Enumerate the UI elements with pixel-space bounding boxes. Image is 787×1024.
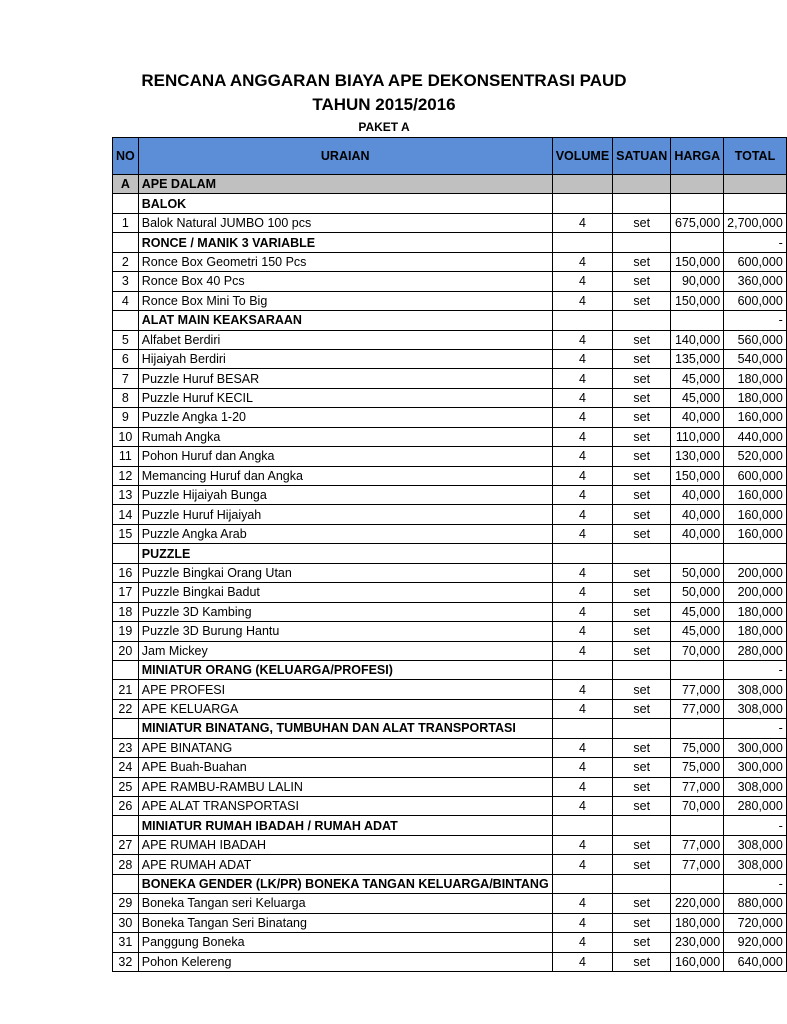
cell-harga: 180,000 — [671, 913, 724, 932]
cell-harga: 160,000 — [671, 952, 724, 971]
cell-uraian: Alfabet Berdiri — [138, 330, 552, 349]
document-title: RENCANA ANGGARAN BIAYA APE DEKONSENTRASI PAUD — [141, 71, 627, 90]
cell-no: 1 — [113, 213, 139, 232]
cell-harga: 45,000 — [671, 369, 724, 388]
cell-volume: 4 — [552, 913, 612, 932]
cell-total — [724, 194, 787, 213]
cell-volume: 4 — [552, 797, 612, 816]
cell-uraian: RONCE / MANIK 3 VARIABLE — [138, 233, 552, 252]
cell-no: 3 — [113, 272, 139, 291]
cell-harga — [671, 816, 724, 835]
cell-uraian: Puzzle Bingkai Badut — [138, 583, 552, 602]
cell-volume — [552, 233, 612, 252]
section-row — [113, 175, 787, 194]
cell-uraian: APE DALAM — [138, 175, 552, 194]
cell-uraian: Puzzle Huruf KECIL — [138, 388, 552, 407]
cell-volume: 4 — [552, 952, 612, 971]
header-volume: VOLUME — [552, 138, 612, 175]
cell-volume — [552, 311, 612, 330]
cell-total: 520,000 — [724, 447, 787, 466]
cell-volume: 4 — [552, 933, 612, 952]
cell-no: 30 — [113, 913, 139, 932]
header-no: NO — [113, 138, 139, 175]
table-row — [113, 252, 787, 271]
cell-uraian: APE RAMBU-RAMBU LALIN — [138, 777, 552, 796]
table-row — [113, 952, 787, 971]
cell-uraian: MINIATUR RUMAH IBADAH / RUMAH ADAT — [138, 816, 552, 835]
cell-uraian: BONEKA GENDER (LK/PR) BONEKA TANGAN KELUARGA/BINTANG — [138, 874, 552, 893]
cell-uraian: APE PROFESI — [138, 680, 552, 699]
cell-harga — [671, 544, 724, 563]
cell-harga: 135,000 — [671, 349, 724, 368]
cell-satuan — [613, 874, 671, 893]
cell-volume — [552, 874, 612, 893]
cell-harga: 45,000 — [671, 622, 724, 641]
cell-no: 9 — [113, 408, 139, 427]
cell-total: 640,000 — [724, 952, 787, 971]
cell-volume: 4 — [552, 602, 612, 621]
cell-satuan: set — [613, 913, 671, 932]
cell-satuan: set — [613, 933, 671, 952]
cell-uraian: APE KELUARGA — [138, 699, 552, 718]
table-row — [113, 408, 787, 427]
table-row — [113, 602, 787, 621]
cell-total — [724, 175, 787, 194]
cell-satuan: set — [613, 369, 671, 388]
cell-volume: 4 — [552, 505, 612, 524]
cell-volume: 4 — [552, 388, 612, 407]
table-row — [113, 427, 787, 446]
cell-uraian: PUZZLE — [138, 544, 552, 563]
cell-total: 308,000 — [724, 855, 787, 874]
cell-volume: 4 — [552, 213, 612, 232]
cell-harga: 140,000 — [671, 330, 724, 349]
cell-total: 160,000 — [724, 486, 787, 505]
cell-volume: 4 — [552, 777, 612, 796]
group-row — [113, 311, 787, 330]
table-row — [113, 272, 787, 291]
cell-satuan — [613, 719, 671, 738]
cell-no: 8 — [113, 388, 139, 407]
cell-no: 28 — [113, 855, 139, 874]
cell-total: 2,700,000 — [724, 213, 787, 232]
table-header-row — [113, 138, 787, 175]
cell-uraian: APE RUMAH ADAT — [138, 855, 552, 874]
cell-volume: 4 — [552, 738, 612, 757]
cell-total: 160,000 — [724, 408, 787, 427]
cell-uraian: Panggung Boneka — [138, 933, 552, 952]
header-satuan: SATUAN — [613, 138, 671, 175]
table-row — [113, 699, 787, 718]
cell-uraian: Ronce Box Geometri 150 Pcs — [138, 252, 552, 271]
cell-satuan: set — [613, 641, 671, 660]
cell-total: 280,000 — [724, 641, 787, 660]
cell-total: 180,000 — [724, 602, 787, 621]
cell-total: 180,000 — [724, 388, 787, 407]
cell-no — [113, 233, 139, 252]
group-row — [113, 660, 787, 679]
cell-uraian: APE RUMAH IBADAH — [138, 835, 552, 854]
cell-volume: 4 — [552, 758, 612, 777]
cell-harga — [671, 194, 724, 213]
cell-satuan: set — [613, 291, 671, 310]
cell-total: 308,000 — [724, 777, 787, 796]
cell-total: 720,000 — [724, 913, 787, 932]
cell-harga — [671, 719, 724, 738]
cell-total: 200,000 — [724, 563, 787, 582]
cell-volume — [552, 194, 612, 213]
cell-uraian: Boneka Tangan Seri Binatang — [138, 913, 552, 932]
cell-harga: 40,000 — [671, 524, 724, 543]
cell-harga: 130,000 — [671, 447, 724, 466]
cell-satuan: set — [613, 583, 671, 602]
group-row — [113, 544, 787, 563]
cell-satuan: set — [613, 855, 671, 874]
cell-uraian: Puzzle Angka 1-20 — [138, 408, 552, 427]
table-row — [113, 388, 787, 407]
cell-satuan: set — [613, 272, 671, 291]
cell-uraian: Boneka Tangan seri Keluarga — [138, 894, 552, 913]
cell-no: 32 — [113, 952, 139, 971]
table-row — [113, 486, 787, 505]
cell-volume: 4 — [552, 583, 612, 602]
table-row — [113, 894, 787, 913]
cell-total: 600,000 — [724, 466, 787, 485]
cell-no: 19 — [113, 622, 139, 641]
cell-satuan: set — [613, 330, 671, 349]
document-year: TAHUN 2015/2016 — [312, 95, 456, 114]
cell-volume: 4 — [552, 699, 612, 718]
cell-no: 22 — [113, 699, 139, 718]
cell-no — [113, 311, 139, 330]
cell-uraian: Puzzle Bingkai Orang Utan — [138, 563, 552, 582]
cell-total: - — [724, 816, 787, 835]
cell-total: 308,000 — [724, 680, 787, 699]
cell-harga: 77,000 — [671, 777, 724, 796]
cell-harga: 45,000 — [671, 602, 724, 621]
table-row — [113, 933, 787, 952]
cell-no: 21 — [113, 680, 139, 699]
group-row — [113, 874, 787, 893]
cell-no: 16 — [113, 563, 139, 582]
table-row — [113, 524, 787, 543]
cell-total: 180,000 — [724, 369, 787, 388]
table-row — [113, 680, 787, 699]
cell-satuan: set — [613, 466, 671, 485]
cell-total: - — [724, 311, 787, 330]
cell-no: 13 — [113, 486, 139, 505]
cell-volume: 4 — [552, 291, 612, 310]
cell-harga: 150,000 — [671, 466, 724, 485]
cell-total: 440,000 — [724, 427, 787, 446]
budget-table — [112, 137, 787, 972]
group-row — [113, 233, 787, 252]
cell-satuan: set — [613, 602, 671, 621]
cell-satuan — [613, 233, 671, 252]
table-row — [113, 777, 787, 796]
cell-uraian: APE Buah-Buahan — [138, 758, 552, 777]
cell-no: 2 — [113, 252, 139, 271]
cell-satuan: set — [613, 388, 671, 407]
cell-no — [113, 544, 139, 563]
cell-satuan: set — [613, 758, 671, 777]
cell-volume — [552, 175, 612, 194]
cell-volume: 4 — [552, 641, 612, 660]
cell-uraian: MINIATUR BINATANG, TUMBUHAN DAN ALAT TRANSPORTASI — [138, 719, 552, 738]
cell-harga: 75,000 — [671, 758, 724, 777]
cell-no: 7 — [113, 369, 139, 388]
cell-uraian: MINIATUR ORANG (KELUARGA/PROFESI) — [138, 660, 552, 679]
cell-satuan: set — [613, 952, 671, 971]
cell-satuan — [613, 660, 671, 679]
cell-satuan: set — [613, 408, 671, 427]
cell-no: 4 — [113, 291, 139, 310]
cell-volume — [552, 544, 612, 563]
cell-uraian: ALAT MAIN KEAKSARAAN — [138, 311, 552, 330]
cell-satuan: set — [613, 524, 671, 543]
cell-no: 17 — [113, 583, 139, 602]
cell-satuan — [613, 194, 671, 213]
cell-uraian: Puzzle Huruf Hijaiyah — [138, 505, 552, 524]
table-row — [113, 855, 787, 874]
table-row — [113, 913, 787, 932]
table-row — [113, 583, 787, 602]
cell-harga — [671, 311, 724, 330]
cell-no: 12 — [113, 466, 139, 485]
cell-no: 20 — [113, 641, 139, 660]
cell-volume: 4 — [552, 369, 612, 388]
table-row — [113, 563, 787, 582]
cell-volume: 4 — [552, 524, 612, 543]
cell-satuan: set — [613, 349, 671, 368]
cell-no — [113, 194, 139, 213]
cell-total: 180,000 — [724, 622, 787, 641]
table-row — [113, 349, 787, 368]
cell-satuan — [613, 816, 671, 835]
cell-satuan: set — [613, 797, 671, 816]
cell-uraian: Ronce Box Mini To Big — [138, 291, 552, 310]
cell-no — [113, 719, 139, 738]
group-row — [113, 719, 787, 738]
cell-total: 160,000 — [724, 505, 787, 524]
cell-no: 6 — [113, 349, 139, 368]
cell-harga: 40,000 — [671, 486, 724, 505]
cell-uraian: Hijaiyah Berdiri — [138, 349, 552, 368]
cell-harga: 675,000 — [671, 213, 724, 232]
cell-no: 11 — [113, 447, 139, 466]
cell-volume: 4 — [552, 330, 612, 349]
cell-volume: 4 — [552, 680, 612, 699]
cell-harga: 70,000 — [671, 641, 724, 660]
cell-volume: 4 — [552, 272, 612, 291]
cell-satuan — [613, 175, 671, 194]
cell-satuan: set — [613, 505, 671, 524]
cell-total: 300,000 — [724, 758, 787, 777]
cell-total — [724, 544, 787, 563]
cell-satuan: set — [613, 738, 671, 757]
cell-harga: 77,000 — [671, 680, 724, 699]
table-body — [113, 175, 787, 972]
cell-no: 10 — [113, 427, 139, 446]
cell-no: 27 — [113, 835, 139, 854]
cell-volume: 4 — [552, 447, 612, 466]
cell-harga: 40,000 — [671, 408, 724, 427]
cell-satuan — [613, 311, 671, 330]
cell-no: 26 — [113, 797, 139, 816]
cell-volume: 4 — [552, 835, 612, 854]
cell-volume — [552, 816, 612, 835]
cell-volume: 4 — [552, 349, 612, 368]
cell-satuan: set — [613, 427, 671, 446]
cell-uraian: Pohon Kelereng — [138, 952, 552, 971]
cell-volume: 4 — [552, 486, 612, 505]
table-row — [113, 213, 787, 232]
table-row — [113, 758, 787, 777]
cell-no — [113, 660, 139, 679]
cell-volume — [552, 660, 612, 679]
cell-total: - — [724, 233, 787, 252]
table-row — [113, 641, 787, 660]
cell-harga: 110,000 — [671, 427, 724, 446]
cell-uraian: Pohon Huruf dan Angka — [138, 447, 552, 466]
cell-harga: 50,000 — [671, 563, 724, 582]
cell-uraian: Ronce Box 40 Pcs — [138, 272, 552, 291]
cell-no: 24 — [113, 758, 139, 777]
cell-uraian: APE ALAT TRANSPORTASI — [138, 797, 552, 816]
cell-no: A — [113, 175, 139, 194]
cell-volume: 4 — [552, 408, 612, 427]
cell-volume: 4 — [552, 252, 612, 271]
cell-volume: 4 — [552, 427, 612, 446]
cell-harga: 150,000 — [671, 291, 724, 310]
cell-total: 160,000 — [724, 524, 787, 543]
cell-satuan — [613, 544, 671, 563]
header-total: TOTAL — [724, 138, 787, 175]
cell-total: 308,000 — [724, 699, 787, 718]
cell-total: 880,000 — [724, 894, 787, 913]
cell-no: 29 — [113, 894, 139, 913]
cell-satuan: set — [613, 894, 671, 913]
cell-no: 18 — [113, 602, 139, 621]
table-row — [113, 622, 787, 641]
cell-total: 308,000 — [724, 835, 787, 854]
cell-total: 540,000 — [724, 349, 787, 368]
cell-no — [113, 816, 139, 835]
cell-satuan: set — [613, 252, 671, 271]
cell-harga: 45,000 — [671, 388, 724, 407]
cell-total: 920,000 — [724, 933, 787, 952]
group-row — [113, 816, 787, 835]
cell-harga: 230,000 — [671, 933, 724, 952]
table-row — [113, 291, 787, 310]
cell-no: 15 — [113, 524, 139, 543]
cell-uraian: Puzzle Angka Arab — [138, 524, 552, 543]
cell-total: 300,000 — [724, 738, 787, 757]
cell-uraian: Puzzle Huruf BESAR — [138, 369, 552, 388]
cell-harga: 220,000 — [671, 894, 724, 913]
cell-harga: 90,000 — [671, 272, 724, 291]
table-row — [113, 835, 787, 854]
cell-harga: 150,000 — [671, 252, 724, 271]
table-row — [113, 466, 787, 485]
cell-total: - — [724, 874, 787, 893]
cell-total: - — [724, 660, 787, 679]
cell-uraian: BALOK — [138, 194, 552, 213]
table-row — [113, 738, 787, 757]
cell-uraian: Rumah Angka — [138, 427, 552, 446]
cell-harga — [671, 233, 724, 252]
cell-satuan: set — [613, 699, 671, 718]
cell-harga — [671, 660, 724, 679]
cell-harga: 77,000 — [671, 855, 724, 874]
cell-volume: 4 — [552, 563, 612, 582]
cell-volume: 4 — [552, 855, 612, 874]
cell-satuan: set — [613, 447, 671, 466]
cell-satuan: set — [613, 680, 671, 699]
cell-uraian: Balok Natural JUMBO 100 pcs — [138, 213, 552, 232]
cell-harga: 40,000 — [671, 505, 724, 524]
header-harga: HARGA — [671, 138, 724, 175]
group-row — [113, 194, 787, 213]
cell-uraian: Puzzle 3D Burung Hantu — [138, 622, 552, 641]
cell-no: 31 — [113, 933, 139, 952]
cell-harga: 50,000 — [671, 583, 724, 602]
table-row — [113, 797, 787, 816]
cell-uraian: Puzzle Hijaiyah Bunga — [138, 486, 552, 505]
table-row — [113, 330, 787, 349]
cell-satuan: set — [613, 213, 671, 232]
cell-satuan: set — [613, 835, 671, 854]
cell-harga: 77,000 — [671, 699, 724, 718]
cell-total: 280,000 — [724, 797, 787, 816]
cell-harga: 70,000 — [671, 797, 724, 816]
cell-satuan: set — [613, 622, 671, 641]
cell-total: 360,000 — [724, 272, 787, 291]
cell-total: 200,000 — [724, 583, 787, 602]
table-row — [113, 505, 787, 524]
cell-uraian: APE BINATANG — [138, 738, 552, 757]
cell-satuan: set — [613, 777, 671, 796]
cell-uraian: Memancing Huruf dan Angka — [138, 466, 552, 485]
cell-no: 25 — [113, 777, 139, 796]
cell-harga — [671, 175, 724, 194]
cell-volume: 4 — [552, 466, 612, 485]
cell-uraian: Jam Mickey — [138, 641, 552, 660]
table-row — [113, 447, 787, 466]
cell-volume: 4 — [552, 622, 612, 641]
table-row — [113, 369, 787, 388]
cell-no: 14 — [113, 505, 139, 524]
cell-no: 5 — [113, 330, 139, 349]
cell-harga: 75,000 — [671, 738, 724, 757]
cell-volume: 4 — [552, 894, 612, 913]
cell-satuan: set — [613, 486, 671, 505]
cell-total: 560,000 — [724, 330, 787, 349]
cell-no: 23 — [113, 738, 139, 757]
cell-harga — [671, 874, 724, 893]
cell-satuan: set — [613, 563, 671, 582]
header-uraian: URAIAN — [138, 138, 552, 175]
cell-harga: 77,000 — [671, 835, 724, 854]
cell-total: 600,000 — [724, 291, 787, 310]
package-label: PAKET A — [358, 120, 410, 134]
cell-volume — [552, 719, 612, 738]
cell-total: 600,000 — [724, 252, 787, 271]
cell-no — [113, 874, 139, 893]
cell-uraian: Puzzle 3D Kambing — [138, 602, 552, 621]
cell-total: - — [724, 719, 787, 738]
